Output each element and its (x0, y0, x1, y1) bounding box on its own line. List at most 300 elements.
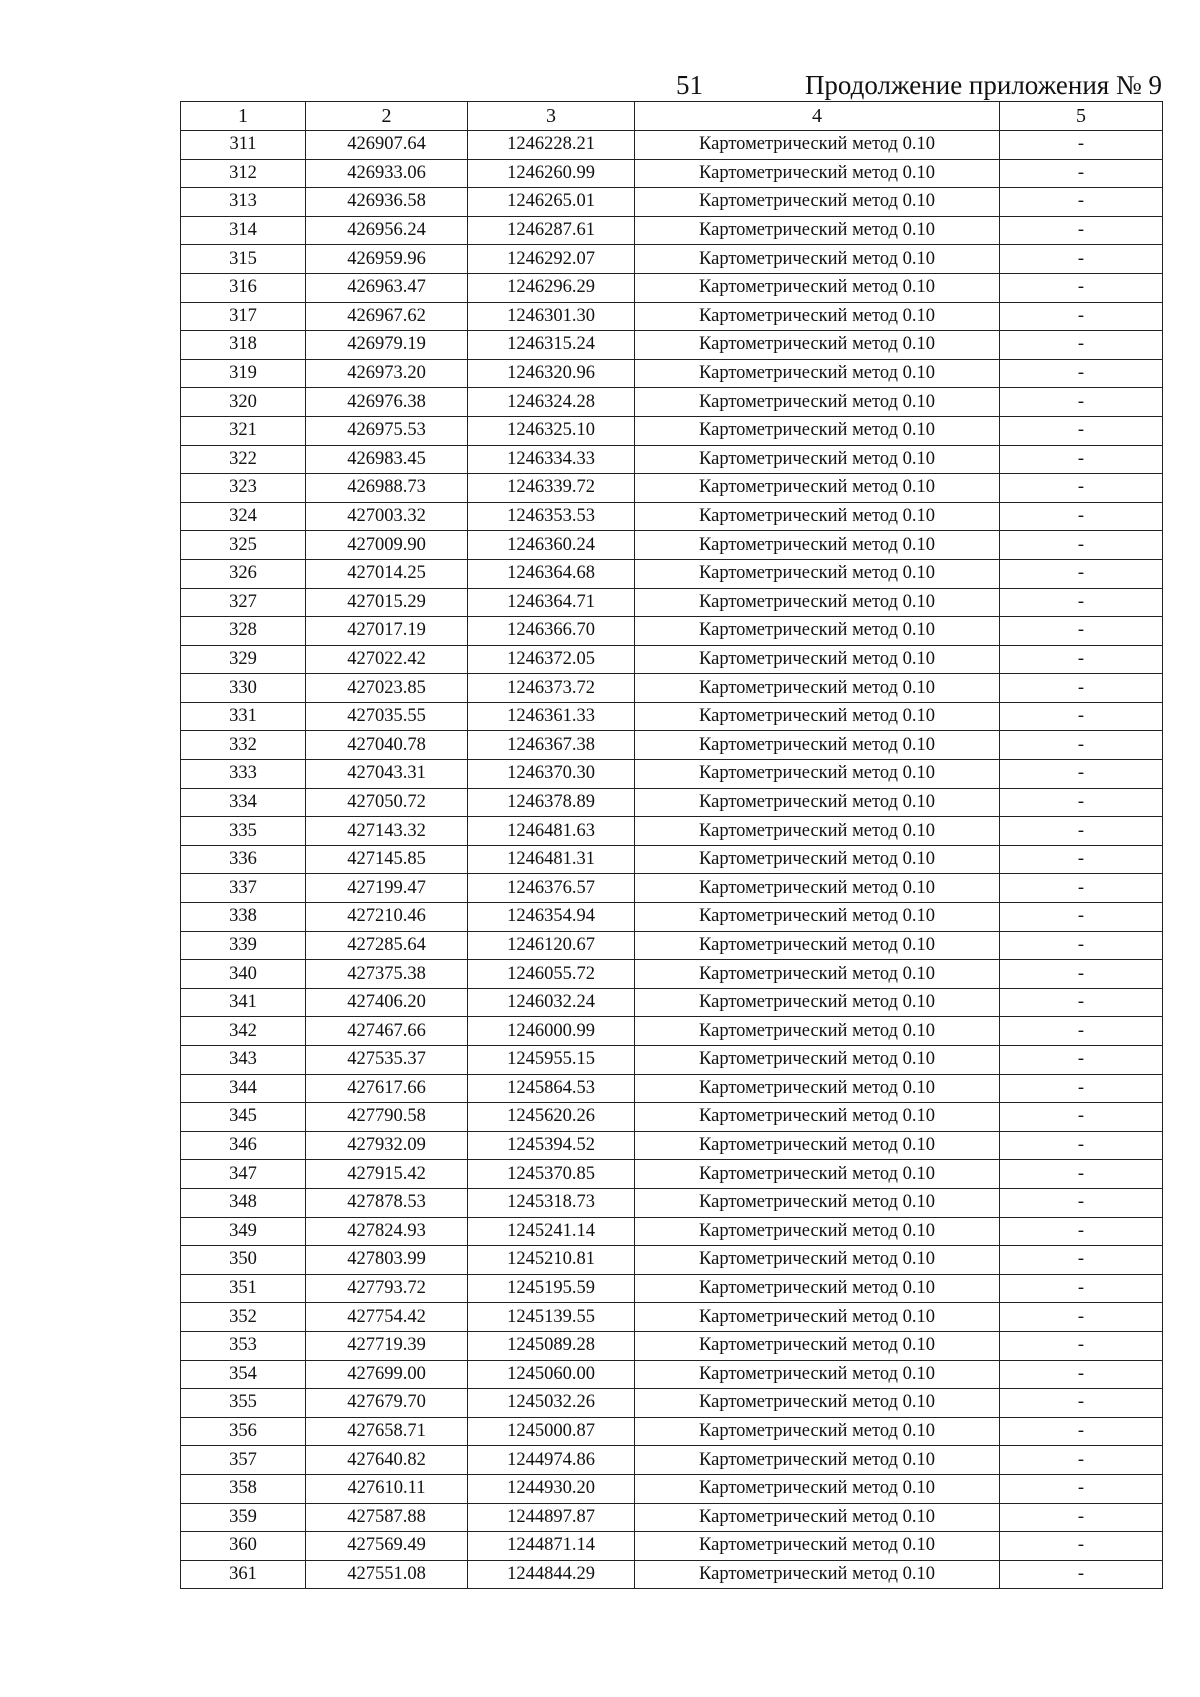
x-coordinate-cell: 427610.11 (306, 1474, 468, 1503)
y-coordinate-cell: 1246373.72 (468, 674, 635, 703)
note-cell: - (1000, 188, 1163, 217)
method-cell: Картометрический метод 0.10 (635, 731, 1000, 760)
point-number-cell: 356 (181, 1417, 306, 1446)
point-number-cell: 330 (181, 674, 306, 703)
method-cell: Картометрический метод 0.10 (635, 617, 1000, 646)
point-number-cell: 349 (181, 1217, 306, 1246)
note-cell: - (1000, 445, 1163, 474)
table-row (181, 960, 1163, 989)
method-cell: Картометрический метод 0.10 (635, 645, 1000, 674)
table-row (181, 1217, 1163, 1246)
point-number-cell: 355 (181, 1389, 306, 1418)
y-coordinate-cell: 1244930.20 (468, 1474, 635, 1503)
x-coordinate-cell: 427587.88 (306, 1503, 468, 1532)
point-number-cell: 357 (181, 1446, 306, 1475)
point-number-cell: 358 (181, 1474, 306, 1503)
point-number-cell: 337 (181, 874, 306, 903)
method-cell: Картометрический метод 0.10 (635, 1446, 1000, 1475)
note-cell: - (1000, 903, 1163, 932)
x-coordinate-cell: 427009.90 (306, 531, 468, 560)
method-cell: Картометрический метод 0.10 (635, 474, 1000, 503)
y-coordinate-cell: 1246354.94 (468, 903, 635, 932)
method-cell: Картометрический метод 0.10 (635, 1532, 1000, 1561)
note-cell: - (1000, 760, 1163, 789)
table-row (181, 988, 1163, 1017)
table-row (181, 645, 1163, 674)
method-cell: Картометрический метод 0.10 (635, 1074, 1000, 1103)
point-number-cell: 328 (181, 617, 306, 646)
x-coordinate-cell: 427824.93 (306, 1217, 468, 1246)
x-coordinate-cell: 427793.72 (306, 1274, 468, 1303)
x-coordinate-cell: 426963.47 (306, 273, 468, 302)
method-cell: Картометрический метод 0.10 (635, 445, 1000, 474)
method-cell: Картометрический метод 0.10 (635, 1560, 1000, 1589)
point-number-cell: 338 (181, 903, 306, 932)
point-number-cell: 315 (181, 245, 306, 274)
note-cell: - (1000, 845, 1163, 874)
y-coordinate-cell: 1246366.70 (468, 617, 635, 646)
x-coordinate-cell: 426983.45 (306, 445, 468, 474)
method-cell: Картометрический метод 0.10 (635, 502, 1000, 531)
table-row (181, 559, 1163, 588)
table-row (181, 1274, 1163, 1303)
point-number-cell: 336 (181, 845, 306, 874)
method-cell: Картометрический метод 0.10 (635, 588, 1000, 617)
table-row (181, 388, 1163, 417)
y-coordinate-cell: 1245089.28 (468, 1331, 635, 1360)
method-cell: Картометрический метод 0.10 (635, 331, 1000, 360)
table-row (181, 1246, 1163, 1275)
point-number-cell: 334 (181, 788, 306, 817)
table-row (181, 216, 1163, 245)
method-cell: Картометрический метод 0.10 (635, 760, 1000, 789)
point-number-cell: 320 (181, 388, 306, 417)
table-row (181, 273, 1163, 302)
note-cell: - (1000, 388, 1163, 417)
method-cell: Картометрический метод 0.10 (635, 674, 1000, 703)
table-row (181, 302, 1163, 331)
x-coordinate-cell: 426933.06 (306, 159, 468, 188)
point-number-cell: 342 (181, 1017, 306, 1046)
y-coordinate-cell: 1245955.15 (468, 1046, 635, 1075)
table-row (181, 502, 1163, 531)
table-row (181, 1303, 1163, 1332)
x-coordinate-cell: 426973.20 (306, 359, 468, 388)
x-coordinate-cell: 427035.55 (306, 702, 468, 731)
table-row (181, 1389, 1163, 1418)
method-cell: Картометрический метод 0.10 (635, 302, 1000, 331)
x-coordinate-cell: 427022.42 (306, 645, 468, 674)
method-cell: Картометрический метод 0.10 (635, 159, 1000, 188)
x-coordinate-cell: 427617.66 (306, 1074, 468, 1103)
y-coordinate-cell: 1245241.14 (468, 1217, 635, 1246)
table-row (181, 1160, 1163, 1189)
x-coordinate-cell: 427015.29 (306, 588, 468, 617)
y-coordinate-cell: 1246228.21 (468, 131, 635, 160)
table-row (181, 359, 1163, 388)
table-row (181, 188, 1163, 217)
note-cell: - (1000, 416, 1163, 445)
column-header-5: 5 (1000, 102, 1163, 131)
table-row (181, 788, 1163, 817)
note-cell: - (1000, 531, 1163, 560)
y-coordinate-cell: 1246364.71 (468, 588, 635, 617)
table-row (181, 1532, 1163, 1561)
method-cell: Картометрический метод 0.10 (635, 1160, 1000, 1189)
note-cell: - (1000, 1446, 1163, 1475)
point-number-cell: 324 (181, 502, 306, 531)
y-coordinate-cell: 1246364.68 (468, 559, 635, 588)
point-number-cell: 319 (181, 359, 306, 388)
method-cell: Картометрический метод 0.10 (635, 388, 1000, 417)
note-cell: - (1000, 159, 1163, 188)
point-number-cell: 361 (181, 1560, 306, 1589)
note-cell: - (1000, 1131, 1163, 1160)
x-coordinate-cell: 427050.72 (306, 788, 468, 817)
y-coordinate-cell: 1246376.57 (468, 874, 635, 903)
point-number-cell: 331 (181, 702, 306, 731)
x-coordinate-cell: 426936.58 (306, 188, 468, 217)
method-cell: Картометрический метод 0.10 (635, 931, 1000, 960)
x-coordinate-cell: 427699.00 (306, 1360, 468, 1389)
note-cell: - (1000, 1074, 1163, 1103)
x-coordinate-cell: 427014.25 (306, 559, 468, 588)
x-coordinate-cell: 427719.39 (306, 1331, 468, 1360)
x-coordinate-cell: 427003.32 (306, 502, 468, 531)
x-coordinate-cell: 427658.71 (306, 1417, 468, 1446)
point-number-cell: 343 (181, 1046, 306, 1075)
point-number-cell: 311 (181, 131, 306, 160)
method-cell: Картометрический метод 0.10 (635, 1103, 1000, 1132)
point-number-cell: 314 (181, 216, 306, 245)
x-coordinate-cell: 427535.37 (306, 1046, 468, 1075)
table-row (181, 1360, 1163, 1389)
column-header-1: 1 (181, 102, 306, 131)
note-cell: - (1000, 1474, 1163, 1503)
page-header (180, 70, 1162, 104)
table-row (181, 331, 1163, 360)
table-header-row (181, 102, 1163, 131)
note-cell: - (1000, 1560, 1163, 1589)
note-cell: - (1000, 1217, 1163, 1246)
table-row (181, 760, 1163, 789)
point-number-cell: 340 (181, 960, 306, 989)
note-cell: - (1000, 1503, 1163, 1532)
table-row (181, 445, 1163, 474)
table-row (181, 817, 1163, 846)
note-cell: - (1000, 788, 1163, 817)
x-coordinate-cell: 427210.46 (306, 903, 468, 932)
table-row (181, 1474, 1163, 1503)
method-cell: Картометрический метод 0.10 (635, 216, 1000, 245)
x-coordinate-cell: 427679.70 (306, 1389, 468, 1418)
point-number-cell: 354 (181, 1360, 306, 1389)
note-cell: - (1000, 960, 1163, 989)
method-cell: Картометрический метод 0.10 (635, 1360, 1000, 1389)
x-coordinate-cell: 427915.42 (306, 1160, 468, 1189)
x-coordinate-cell: 427790.58 (306, 1103, 468, 1132)
point-number-cell: 326 (181, 559, 306, 588)
note-cell: - (1000, 617, 1163, 646)
x-coordinate-cell: 427406.20 (306, 988, 468, 1017)
y-coordinate-cell: 1245139.55 (468, 1303, 635, 1332)
y-coordinate-cell: 1246265.01 (468, 188, 635, 217)
x-coordinate-cell: 426956.24 (306, 216, 468, 245)
note-cell: - (1000, 1303, 1163, 1332)
point-number-cell: 327 (181, 588, 306, 617)
table-row (181, 903, 1163, 932)
x-coordinate-cell: 426907.64 (306, 131, 468, 160)
x-coordinate-cell: 427569.49 (306, 1532, 468, 1561)
table-row (181, 702, 1163, 731)
note-cell: - (1000, 1160, 1163, 1189)
table-row (181, 416, 1163, 445)
method-cell: Картометрический метод 0.10 (635, 273, 1000, 302)
note-cell: - (1000, 1246, 1163, 1275)
point-number-cell: 339 (181, 931, 306, 960)
x-coordinate-cell: 427143.32 (306, 817, 468, 846)
method-cell: Картометрический метод 0.10 (635, 245, 1000, 274)
x-coordinate-cell: 427040.78 (306, 731, 468, 760)
y-coordinate-cell: 1246370.30 (468, 760, 635, 789)
note-cell: - (1000, 1103, 1163, 1132)
y-coordinate-cell: 1246353.53 (468, 502, 635, 531)
y-coordinate-cell: 1245000.87 (468, 1417, 635, 1446)
y-coordinate-cell: 1244871.14 (468, 1532, 635, 1561)
method-cell: Картометрический метод 0.10 (635, 1131, 1000, 1160)
method-cell: Картометрический метод 0.10 (635, 817, 1000, 846)
x-coordinate-cell: 426967.62 (306, 302, 468, 331)
x-coordinate-cell: 427551.08 (306, 1560, 468, 1589)
method-cell: Картометрический метод 0.10 (635, 1389, 1000, 1418)
note-cell: - (1000, 302, 1163, 331)
y-coordinate-cell: 1246361.33 (468, 702, 635, 731)
point-number-cell: 323 (181, 474, 306, 503)
point-number-cell: 359 (181, 1503, 306, 1532)
y-coordinate-cell: 1245195.59 (468, 1274, 635, 1303)
x-coordinate-cell: 427878.53 (306, 1188, 468, 1217)
point-number-cell: 347 (181, 1160, 306, 1189)
method-cell: Картометрический метод 0.10 (635, 788, 1000, 817)
note-cell: - (1000, 131, 1163, 160)
x-coordinate-cell: 427199.47 (306, 874, 468, 903)
note-cell: - (1000, 1046, 1163, 1075)
y-coordinate-cell: 1246120.67 (468, 931, 635, 960)
x-coordinate-cell: 427375.38 (306, 960, 468, 989)
y-coordinate-cell: 1246481.31 (468, 845, 635, 874)
appendix-title: Продолжение приложения № 9 (804, 70, 1162, 100)
table-row (181, 245, 1163, 274)
x-coordinate-cell: 426988.73 (306, 474, 468, 503)
method-cell: Картометрический метод 0.10 (635, 874, 1000, 903)
y-coordinate-cell: 1246260.99 (468, 159, 635, 188)
point-number-cell: 346 (181, 1131, 306, 1160)
note-cell: - (1000, 1017, 1163, 1046)
y-coordinate-cell: 1244974.86 (468, 1446, 635, 1475)
point-number-cell: 332 (181, 731, 306, 760)
y-coordinate-cell: 1246000.99 (468, 1017, 635, 1046)
table-row (181, 588, 1163, 617)
y-coordinate-cell: 1244897.87 (468, 1503, 635, 1532)
table-row (181, 1103, 1163, 1132)
method-cell: Картометрический метод 0.10 (635, 1246, 1000, 1275)
table-body (181, 131, 1163, 1589)
note-cell: - (1000, 988, 1163, 1017)
y-coordinate-cell: 1245620.26 (468, 1103, 635, 1132)
y-coordinate-cell: 1246367.38 (468, 731, 635, 760)
table-row (181, 845, 1163, 874)
note-cell: - (1000, 474, 1163, 503)
point-number-cell: 345 (181, 1103, 306, 1132)
coordinates-table (180, 101, 1163, 1589)
note-cell: - (1000, 216, 1163, 245)
method-cell: Картометрический метод 0.10 (635, 903, 1000, 932)
note-cell: - (1000, 1417, 1163, 1446)
y-coordinate-cell: 1245060.00 (468, 1360, 635, 1389)
x-coordinate-cell: 426976.38 (306, 388, 468, 417)
table-row (181, 731, 1163, 760)
method-cell: Картометрический метод 0.10 (635, 845, 1000, 874)
note-cell: - (1000, 559, 1163, 588)
x-coordinate-cell: 426959.96 (306, 245, 468, 274)
y-coordinate-cell: 1246320.96 (468, 359, 635, 388)
note-cell: - (1000, 674, 1163, 703)
column-header-2: 2 (306, 102, 468, 131)
y-coordinate-cell: 1245210.81 (468, 1246, 635, 1275)
y-coordinate-cell: 1245370.85 (468, 1160, 635, 1189)
point-number-cell: 344 (181, 1074, 306, 1103)
method-cell: Картометрический метод 0.10 (635, 531, 1000, 560)
method-cell: Картометрический метод 0.10 (635, 559, 1000, 588)
y-coordinate-cell: 1245032.26 (468, 1389, 635, 1418)
y-coordinate-cell: 1246315.24 (468, 331, 635, 360)
x-coordinate-cell: 427023.85 (306, 674, 468, 703)
x-coordinate-cell: 427932.09 (306, 1131, 468, 1160)
point-number-cell: 316 (181, 273, 306, 302)
y-coordinate-cell: 1246334.33 (468, 445, 635, 474)
table-row (181, 1446, 1163, 1475)
table-row (181, 674, 1163, 703)
table-row (181, 1046, 1163, 1075)
x-coordinate-cell: 427754.42 (306, 1303, 468, 1332)
note-cell: - (1000, 359, 1163, 388)
y-coordinate-cell: 1246360.24 (468, 531, 635, 560)
point-number-cell: 360 (181, 1532, 306, 1561)
y-coordinate-cell: 1246481.63 (468, 817, 635, 846)
x-coordinate-cell: 427803.99 (306, 1246, 468, 1275)
note-cell: - (1000, 874, 1163, 903)
column-header-3: 3 (468, 102, 635, 131)
y-coordinate-cell: 1246296.29 (468, 273, 635, 302)
y-coordinate-cell: 1246032.24 (468, 988, 635, 1017)
x-coordinate-cell: 427640.82 (306, 1446, 468, 1475)
table-row (181, 1331, 1163, 1360)
note-cell: - (1000, 1532, 1163, 1561)
y-coordinate-cell: 1246287.61 (468, 216, 635, 245)
note-cell: - (1000, 1331, 1163, 1360)
method-cell: Картометрический метод 0.10 (635, 988, 1000, 1017)
x-coordinate-cell: 426975.53 (306, 416, 468, 445)
note-cell: - (1000, 817, 1163, 846)
note-cell: - (1000, 1360, 1163, 1389)
y-coordinate-cell: 1246324.28 (468, 388, 635, 417)
method-cell: Картометрический метод 0.10 (635, 1274, 1000, 1303)
y-coordinate-cell: 1245394.52 (468, 1131, 635, 1160)
note-cell: - (1000, 1188, 1163, 1217)
note-cell: - (1000, 331, 1163, 360)
method-cell: Картометрический метод 0.10 (635, 702, 1000, 731)
table-row (181, 159, 1163, 188)
point-number-cell: 313 (181, 188, 306, 217)
column-header-4: 4 (635, 102, 1000, 131)
point-number-cell: 318 (181, 331, 306, 360)
x-coordinate-cell: 426979.19 (306, 331, 468, 360)
point-number-cell: 322 (181, 445, 306, 474)
table-row (181, 1188, 1163, 1217)
x-coordinate-cell: 427285.64 (306, 931, 468, 960)
note-cell: - (1000, 245, 1163, 274)
point-number-cell: 341 (181, 988, 306, 1017)
method-cell: Картометрический метод 0.10 (635, 359, 1000, 388)
table-row (181, 1417, 1163, 1446)
note-cell: - (1000, 1274, 1163, 1303)
table-row (181, 531, 1163, 560)
point-number-cell: 325 (181, 531, 306, 560)
point-number-cell: 317 (181, 302, 306, 331)
point-number-cell: 348 (181, 1188, 306, 1217)
table-row (181, 1131, 1163, 1160)
y-coordinate-cell: 1246339.72 (468, 474, 635, 503)
point-number-cell: 321 (181, 416, 306, 445)
x-coordinate-cell: 427467.66 (306, 1017, 468, 1046)
table-row (181, 874, 1163, 903)
method-cell: Картометрический метод 0.10 (635, 1474, 1000, 1503)
method-cell: Картометрический метод 0.10 (635, 131, 1000, 160)
y-coordinate-cell: 1245864.53 (468, 1074, 635, 1103)
point-number-cell: 333 (181, 760, 306, 789)
note-cell: - (1000, 1389, 1163, 1418)
method-cell: Картометрический метод 0.10 (635, 1046, 1000, 1075)
method-cell: Картометрический метод 0.10 (635, 1503, 1000, 1532)
point-number-cell: 353 (181, 1331, 306, 1360)
method-cell: Картометрический метод 0.10 (635, 416, 1000, 445)
table-row (181, 617, 1163, 646)
method-cell: Картометрический метод 0.10 (635, 188, 1000, 217)
note-cell: - (1000, 731, 1163, 760)
point-number-cell: 351 (181, 1274, 306, 1303)
table-row (181, 1503, 1163, 1532)
method-cell: Картометрический метод 0.10 (635, 960, 1000, 989)
note-cell: - (1000, 931, 1163, 960)
method-cell: Картометрический метод 0.10 (635, 1417, 1000, 1446)
table-row (181, 1560, 1163, 1589)
point-number-cell: 329 (181, 645, 306, 674)
y-coordinate-cell: 1245318.73 (468, 1188, 635, 1217)
point-number-cell: 350 (181, 1246, 306, 1275)
table-row (181, 931, 1163, 960)
y-coordinate-cell: 1246055.72 (468, 960, 635, 989)
method-cell: Картометрический метод 0.10 (635, 1331, 1000, 1360)
y-coordinate-cell: 1246325.10 (468, 416, 635, 445)
note-cell: - (1000, 588, 1163, 617)
method-cell: Картометрический метод 0.10 (635, 1188, 1000, 1217)
point-number-cell: 335 (181, 817, 306, 846)
y-coordinate-cell: 1246372.05 (468, 645, 635, 674)
method-cell: Картометрический метод 0.10 (635, 1217, 1000, 1246)
y-coordinate-cell: 1246301.30 (468, 302, 635, 331)
y-coordinate-cell: 1246292.07 (468, 245, 635, 274)
method-cell: Картометрический метод 0.10 (635, 1017, 1000, 1046)
